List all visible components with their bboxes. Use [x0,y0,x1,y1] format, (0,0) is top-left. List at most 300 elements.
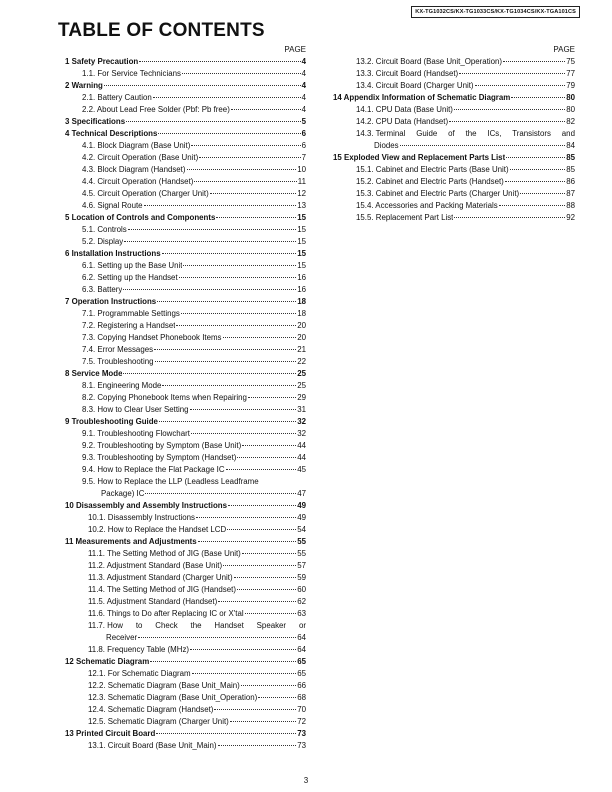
toc-entry-page: 44 [297,453,306,462]
toc-section [62,296,306,308]
toc-entry-label: 4.6. Signal Route [82,201,143,210]
toc-entry-label: 10.2. How to Replace the Handset LCD [88,525,227,534]
dot-leader [159,420,296,422]
toc-entry-page: 10 [297,165,306,174]
dot-leader [510,168,566,170]
toc-entry [62,68,306,80]
toc-entry-label: 8 Service Mode [65,369,123,378]
toc-entry-label: 14.1. CPU Data (Base Unit) [356,105,453,114]
toc-entry-label: 8.3. How to Clear User Setting [82,405,189,414]
dot-leader [126,120,301,122]
toc-entry-label: 2.2. About Lead Free Solder (Pbf: Pb free) [82,105,230,114]
toc-entry-word: to [135,621,143,630]
toc-entry-page: 73 [297,741,306,750]
toc-entry-page: 84 [566,141,575,150]
dot-leader [454,216,565,218]
toc-entry-page: 25 [297,381,306,390]
toc-entry-label: 12.3. Schematic Diagram (Base Unit_Operation) [88,693,258,702]
toc-entry-page: 20 [297,321,306,330]
dot-leader [154,348,296,350]
toc-entry-page: 4 [301,69,306,78]
toc-entry [62,524,306,536]
dot-leader [194,180,296,182]
dot-leader [190,648,296,650]
toc-section [62,416,306,428]
toc-entry-word: and [561,129,575,138]
toc-entry [62,164,306,176]
toc-entry-page: 22 [297,357,306,366]
toc-entry-label: 9.4. How to Replace the Flat Package IC [82,465,225,474]
toc-entry-page: 15 [297,225,306,234]
toc-entry-page: 88 [566,201,575,210]
toc-entry-label: 13.2. Circuit Board (Base Unit_Operation) [356,57,503,66]
toc-entry [330,104,575,116]
toc-entry-page: 4 [301,81,306,90]
toc-section [330,152,575,164]
toc-entry-label: 12.5. Schematic Diagram (Charger Unit) [88,717,229,726]
dot-leader [226,468,297,470]
toc-entry-label: 9.2. Troubleshooting by Symptom (Base Unit) [82,441,242,450]
toc-entry [62,572,306,584]
dot-leader [506,156,565,158]
toc-entry-page: 85 [566,165,575,174]
dot-leader [162,384,296,386]
toc-entry-page: 11 [297,177,306,186]
toc-entry [62,596,306,608]
toc-entry-page: 87 [566,189,575,198]
toc-entry [62,668,306,680]
toc-entry-page: 65 [297,657,306,666]
page-column-label: PAGE [284,45,306,54]
toc-entry [62,464,306,476]
toc-entry-label: 15.2. Cabinet and Electric Parts (Handset) [356,177,504,186]
toc-entry [62,620,306,644]
toc-entry-page: 31 [297,405,306,414]
toc-entry-word: the [465,129,477,138]
toc-entry-label: 2 Warning [65,81,103,90]
dot-leader [150,660,296,662]
toc-section [62,56,306,68]
toc-entry-page: 6 [301,141,306,150]
toc-entry [330,200,575,212]
toc-entry [62,740,306,752]
toc-entry-page: 20 [297,333,306,342]
toc-entry-page: 32 [297,417,306,426]
toc-entry-page: 64 [297,645,306,654]
toc-entry [62,320,306,332]
dot-leader [123,372,296,374]
toc-entry-word: Guide [416,129,438,138]
dot-leader [144,204,297,206]
toc-entry-label: 15.3. Cabinet and Electric Parts (Charger Unit) [356,189,520,198]
dot-leader [218,600,296,602]
dot-leader [231,108,301,110]
toc-entry-label: 11.8. Frequency Table (MHz) [88,645,190,654]
toc-entry-label: 1.1. For Service Technicians [82,69,181,78]
toc-entry-label: 11.4. The Setting Method of JIG (Handset) [88,585,236,594]
toc-entry-page: 6 [301,129,306,138]
toc-entry [62,224,306,236]
dot-leader [237,456,296,458]
toc-entry-word: of [448,129,455,138]
page-column-label: PAGE [553,45,575,54]
dot-leader [242,444,296,446]
toc-entry-label: 4.2. Circuit Operation (Base Unit) [82,153,199,162]
toc-section [62,128,306,140]
dot-leader [145,492,296,494]
dot-leader [176,324,296,326]
toc-entry-page: 68 [297,693,306,702]
dot-leader [192,672,297,674]
toc-entry-page: 72 [297,717,306,726]
dot-leader [191,144,300,146]
dot-leader [198,540,297,542]
dot-leader [242,552,296,554]
toc-entry-page: 7 [301,153,306,162]
dot-leader [196,516,296,518]
page-title: TABLE OF CONTENTS [58,20,265,41]
toc-entry-page: 16 [297,273,306,282]
toc-entry [62,692,306,704]
toc-entry [62,272,306,284]
toc-entry-label: 12.4. Schematic Diagram (Handset) [88,705,214,714]
toc-entry-page: 86 [566,177,575,186]
toc-entry [62,92,306,104]
toc-column-right [330,44,575,224]
toc-entry-page: 70 [297,705,306,714]
toc-entry [62,704,306,716]
dot-leader [503,60,565,62]
toc-entry-label: 11.1. The Setting Method of JIG (Base Unit) [88,549,241,558]
toc-entry [62,512,306,524]
toc-entry-label: 10 Disassembly and Assembly Instructions [65,501,227,510]
dot-leader [499,204,566,206]
toc-entry-word: Check [155,621,178,630]
toc-entry-label: 9.1. Troubleshooting Flowchart [82,429,190,438]
toc-entry-label: 8.2. Copying Phonebook Items when Repairing [82,393,247,402]
toc-entry-page: 66 [297,681,306,690]
toc-entry-label: 12.2. Schematic Diagram (Base Unit_Main) [88,681,240,690]
toc-entry-label: 6.1. Setting up the Base Unit [82,261,183,270]
toc-entry [62,548,306,560]
toc-entry-label: 15.5. Replacement Part List [356,213,454,222]
toc-entry-label: 5 Location of Controls and Components [65,213,216,222]
dot-leader [123,288,296,290]
toc-entry-page: 65 [297,669,306,678]
dot-leader [511,96,565,98]
toc-entry-page: 82 [566,117,575,126]
dot-leader [449,120,565,122]
dot-leader [181,312,296,314]
toc-entry-label: 4.5. Circuit Operation (Charger Unit) [82,189,209,198]
toc-entry-page: 21 [297,345,306,354]
toc-entry-label: 1 Safety Precaution [65,57,139,66]
dot-leader [179,276,297,278]
toc-entry-page: 85 [566,153,575,162]
toc-entry [330,116,575,128]
toc-entry-label: 8.1. Engineering Mode [82,381,162,390]
toc-entry-label-line: 9.5. How to Replace the LLP (Leadless Leadframe [82,477,259,486]
toc-entry-word: 14.3. Terminal [356,129,406,138]
toc-entry [330,212,575,224]
toc-entry-label: 4 Technical Descriptions [65,129,158,138]
toc-entry-label: 3 Specifications [65,117,126,126]
dot-leader [138,636,296,638]
toc-section [330,92,575,104]
toc-entry [62,332,306,344]
toc-entry-label: 7.2. Registering a Handset [82,321,176,330]
dot-leader [124,240,296,242]
toc-entry-page: 12 [297,189,306,198]
toc-entry-label: 11.2. Adjustment Standard (Base Unit) [88,561,223,570]
toc-entry-label: 7.4. Error Messages [82,345,154,354]
dot-leader [182,72,301,74]
dot-leader [158,132,300,134]
toc-entry-label: 11.3. Adjustment Standard (Charger Unit) [88,573,233,582]
dot-leader [400,144,566,146]
toc-entry-label: 11 Measurements and Adjustments [65,537,197,546]
dot-leader [156,732,296,734]
toc-entry-label: 2.1. Battery Caution [82,93,152,102]
dot-leader [454,108,565,110]
toc-entry-page: 16 [297,285,306,294]
toc-entry-page: 80 [566,93,575,102]
toc-entry-word: Handset [214,621,244,630]
toc-entry-page: 15 [297,213,306,222]
toc-section [62,656,306,668]
page-number: 3 [303,776,309,785]
dot-leader [475,84,566,86]
dot-leader [199,156,300,158]
toc-entry-label: 4.4. Circuit Operation (Handset) [82,177,194,186]
toc-entry [62,380,306,392]
dot-leader [216,216,296,218]
toc-entry-page: 64 [297,633,306,642]
toc-entry [62,104,306,116]
toc-entry-label: 7.1. Programmable Settings [82,309,180,318]
toc-section [62,500,306,512]
toc-entry-continuation [62,488,306,500]
toc-entry-page: 4 [301,105,306,114]
toc-entry [62,476,306,500]
toc-entry-page: 25 [297,369,306,378]
toc-entry-page: 55 [297,537,306,546]
dot-leader [191,432,296,434]
toc-entry-label: 7.5. Troubleshooting [82,357,154,366]
toc-entry [62,560,306,572]
toc-entry-label: 4.1. Block Diagram (Base Unit) [82,141,191,150]
toc-entry-page: 63 [297,609,306,618]
toc-entry-continuation [330,140,575,152]
toc-entry-label: 12 Schematic Diagram [65,657,150,666]
dot-leader [183,264,296,266]
toc-entry [330,176,575,188]
dot-leader [214,708,296,710]
toc-entry-label-line [62,620,306,632]
toc-entry-label: 7 Operation Instructions [65,297,157,306]
toc-entry-page: 62 [297,597,306,606]
dot-leader [505,180,565,182]
toc-entry-page: 45 [297,465,306,474]
toc-entry-label: 14 Appendix Information of Schematic Diagram [333,93,511,102]
dot-leader [223,564,296,566]
toc-entry-word: Transistors [512,129,551,138]
toc-entry-page: 44 [297,441,306,450]
toc-entry [330,188,575,200]
toc-column-left [62,44,306,752]
toc-entry [62,152,306,164]
dot-leader [258,696,296,698]
toc-entry-page: 5 [301,117,306,126]
toc-entry-word: 11.7. How [88,621,123,630]
toc-entry-continuation [62,632,306,644]
toc-entry-label: 7.3. Copying Handset Phonebook Items [82,333,222,342]
dot-leader [241,684,296,686]
toc-entry-word: the [190,621,202,630]
toc-entry [62,356,306,368]
toc-entry-label: 9 Troubleshooting Guide [65,417,158,426]
toc-entry-page: 18 [297,297,306,306]
toc-entry-label: 12.1. For Schematic Diagram [88,669,191,678]
toc-entry-page: 15 [297,249,306,258]
dot-leader [139,60,300,62]
toc-entry-label-cont: Package) IC [101,489,145,498]
dot-leader [157,300,296,302]
toc-entry [62,308,306,320]
toc-entry [62,260,306,272]
toc-entry [62,716,306,728]
toc-entry-label: 13 Printed Circuit Board [65,729,156,738]
toc-entry-word: Speaker [256,621,287,630]
toc-entry-label: 13.1. Circuit Board (Base Unit_Main) [88,741,217,750]
toc-entry-page: 13 [297,201,306,210]
toc-entry-label: 14.2. CPU Data (Handset) [356,117,449,126]
dot-leader [248,396,296,398]
toc-entry-page: 73 [297,729,306,738]
toc-entry [62,188,306,200]
toc-entry [62,452,306,464]
toc-entry-page: 80 [566,105,575,114]
toc-entry [330,128,575,152]
toc-entry-label: 13.3. Circuit Board (Handset) [356,69,459,78]
toc-entry [62,644,306,656]
toc-entry [62,680,306,692]
dot-leader [237,588,296,590]
toc-entry-label-cont: Diodes [374,141,399,150]
toc-entry-label: 10.1. Disassembly Instructions [88,513,196,522]
toc-entry [330,68,575,80]
toc-entry-label: 15.4. Accessories and Packing Materials [356,201,498,210]
toc-entry-page: 49 [297,501,306,510]
toc-section [62,212,306,224]
dot-leader [228,504,296,506]
toc-section [62,248,306,260]
dot-leader [230,720,296,722]
toc-entry-label: 15.1. Cabinet and Electric Parts (Base Unit) [356,165,509,174]
toc-entry-label: 4.3. Block Diagram (Handset) [82,165,186,174]
toc-section [62,116,306,128]
toc-entry-page: 75 [566,57,575,66]
toc-entry-label: 5.2. Display [82,237,124,246]
toc-entry [62,176,306,188]
toc-entry [62,392,306,404]
toc-entry-page: 54 [297,525,306,534]
toc-entry [330,56,575,68]
toc-entry [330,164,575,176]
toc-entry-page: 57 [297,561,306,570]
toc-entry [62,140,306,152]
toc-entry [62,440,306,452]
toc-entry-page: 92 [566,213,575,222]
toc-section [62,368,306,380]
toc-entry-page: 18 [297,309,306,318]
toc-entry [62,236,306,248]
toc-entry-label: 11.6. Things to Do after Replacing IC or X'tal [88,609,244,618]
toc-entry [62,200,306,212]
dot-leader [218,744,297,746]
toc-entry-page: 47 [297,489,306,498]
toc-entry-page: 60 [297,585,306,594]
dot-leader [245,612,297,614]
toc-entry-label-line [330,128,575,140]
toc-entry-label: 13.4. Circuit Board (Charger Unit) [356,81,474,90]
dot-leader [153,96,301,98]
dot-leader [162,252,297,254]
toc-entry-page: 59 [297,573,306,582]
toc-entry-label: 15 Exploded View and Replacement Parts List [333,153,506,162]
toc-entry-page: 77 [566,69,575,78]
toc-section [62,80,306,92]
toc-entry-page: 4 [301,57,306,66]
toc-entry [62,404,306,416]
dot-leader [227,528,296,530]
dot-leader [155,360,297,362]
dot-leader [459,72,565,74]
toc-entry-label: 11.5. Adjustment Standard (Handset) [88,597,218,606]
model-header: KX-TG1032CS/KX-TG1033CS/KX-TG1034CS/KX-TGA101CS [411,6,580,18]
toc-entry-page: 29 [297,393,306,402]
dot-leader [104,84,301,86]
toc-entry [62,428,306,440]
toc-entry-page: 49 [297,513,306,522]
dot-leader [234,576,297,578]
toc-entry-label: 6.3. Battery [82,285,123,294]
dot-leader [210,192,296,194]
toc-entry [62,344,306,356]
toc-entry [62,608,306,620]
dot-leader [520,192,565,194]
toc-entry-label: 6.2. Setting up the Handset [82,273,178,282]
toc-entry-page: 55 [297,549,306,558]
toc-entry-page: 32 [297,429,306,438]
toc-entry [62,284,306,296]
toc-entry-label-cont: Receiver [106,633,138,642]
toc-entry-page: 79 [566,81,575,90]
toc-entry-label: 5.1. Controls [82,225,127,234]
toc-entry-page: 15 [297,237,306,246]
dot-leader [187,168,297,170]
toc-entry-page: 15 [297,261,306,270]
toc-entry-word: ICs, [487,129,502,138]
dot-leader [190,408,297,410]
toc-entry-label: 9.3. Troubleshooting by Symptom (Handset) [82,453,237,462]
toc-entry [330,80,575,92]
toc-entry-word: or [298,621,306,630]
dot-leader [223,336,297,338]
toc-section [62,536,306,548]
toc-entry [62,584,306,596]
toc-section [62,728,306,740]
